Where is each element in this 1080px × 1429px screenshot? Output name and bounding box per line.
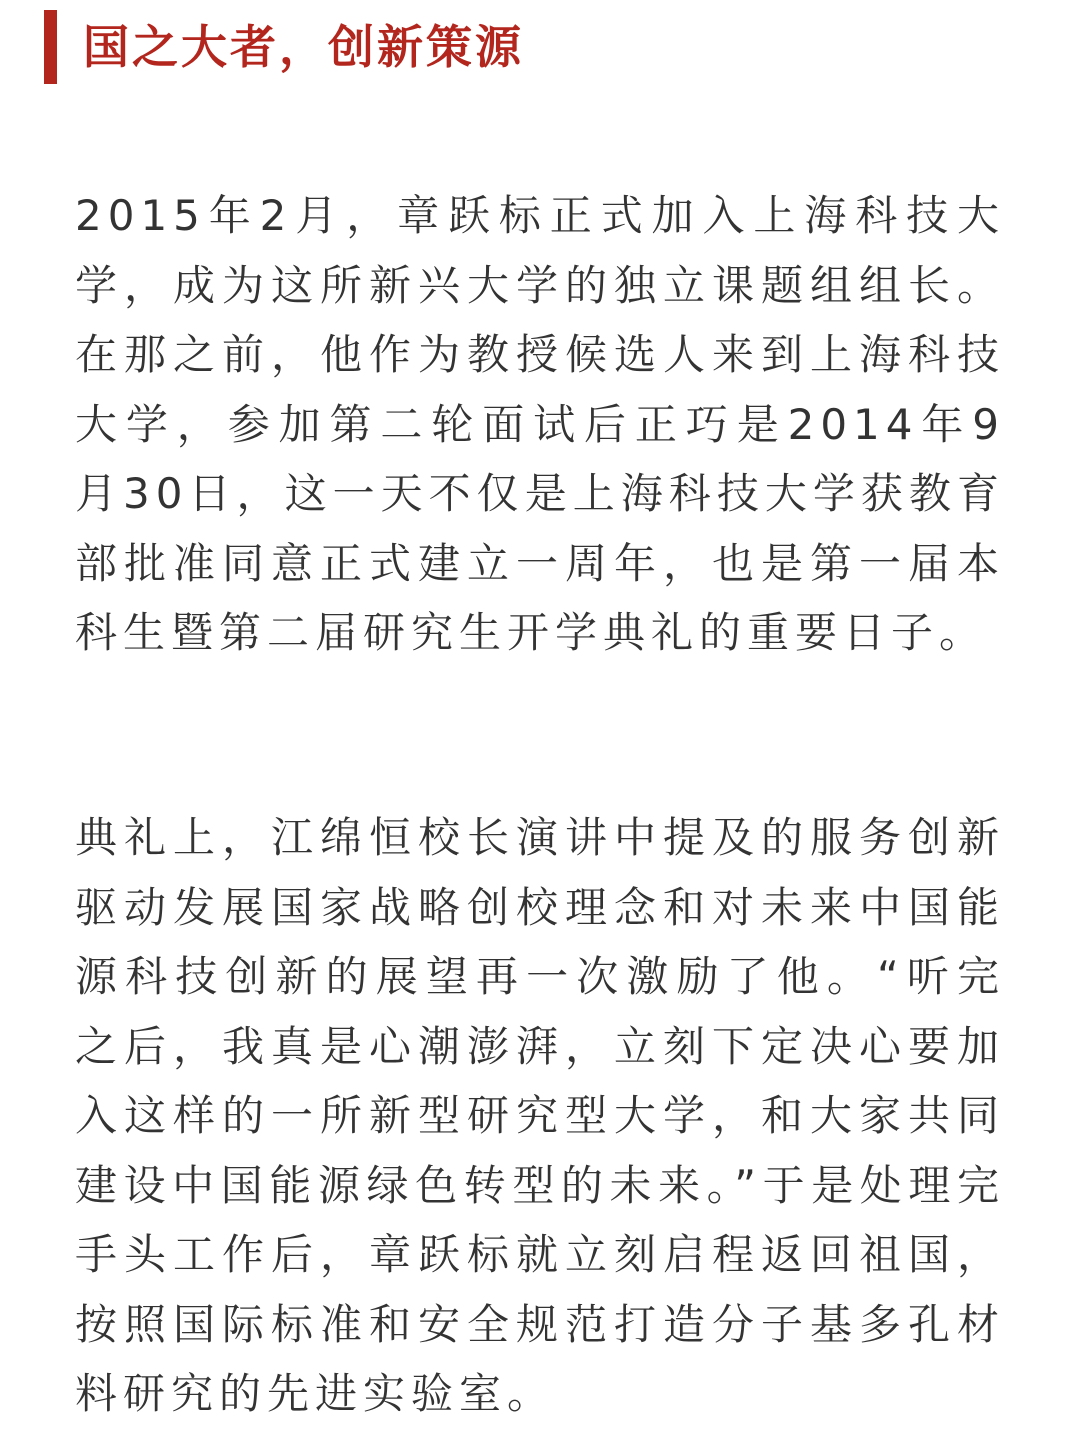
title-accent-bar <box>44 10 57 84</box>
article-paragraph-1: 2015年2月，章跃标正式加入上海科技大学，成为这所新兴大学的独立课题组组长。在那之前，他作为教授候选人来到上海科技大学，参加第二轮面试后正巧是2014年9月30日，这一天不仅是上海科技大学获教育部批准同意正式建立一周年，也是第一届本科生暨第二届研究生开学典礼的重要日子。 <box>75 191 1005 657</box>
section-title: 国之大者，创新策源 <box>83 20 524 74</box>
article-paragraph-2: 典礼上，江绵恒校长演讲中提及的服务创新驱动发展国家战略创校理念和对未来中国能源科技创新的展望再一次激励了他。“听完之后，我真是心潮澎湃，立刻下定决心要加入这样的一所新型研究型大学，和大家共同建设中国能源绿色转型的未来。”于是处理完手头工作后，章跃标就立刻启程返回祖国，按照国际标准和安全规范打造分子基多孔材料研究的先进实验室。 <box>75 813 1005 1418</box>
section-header <box>44 10 524 84</box>
